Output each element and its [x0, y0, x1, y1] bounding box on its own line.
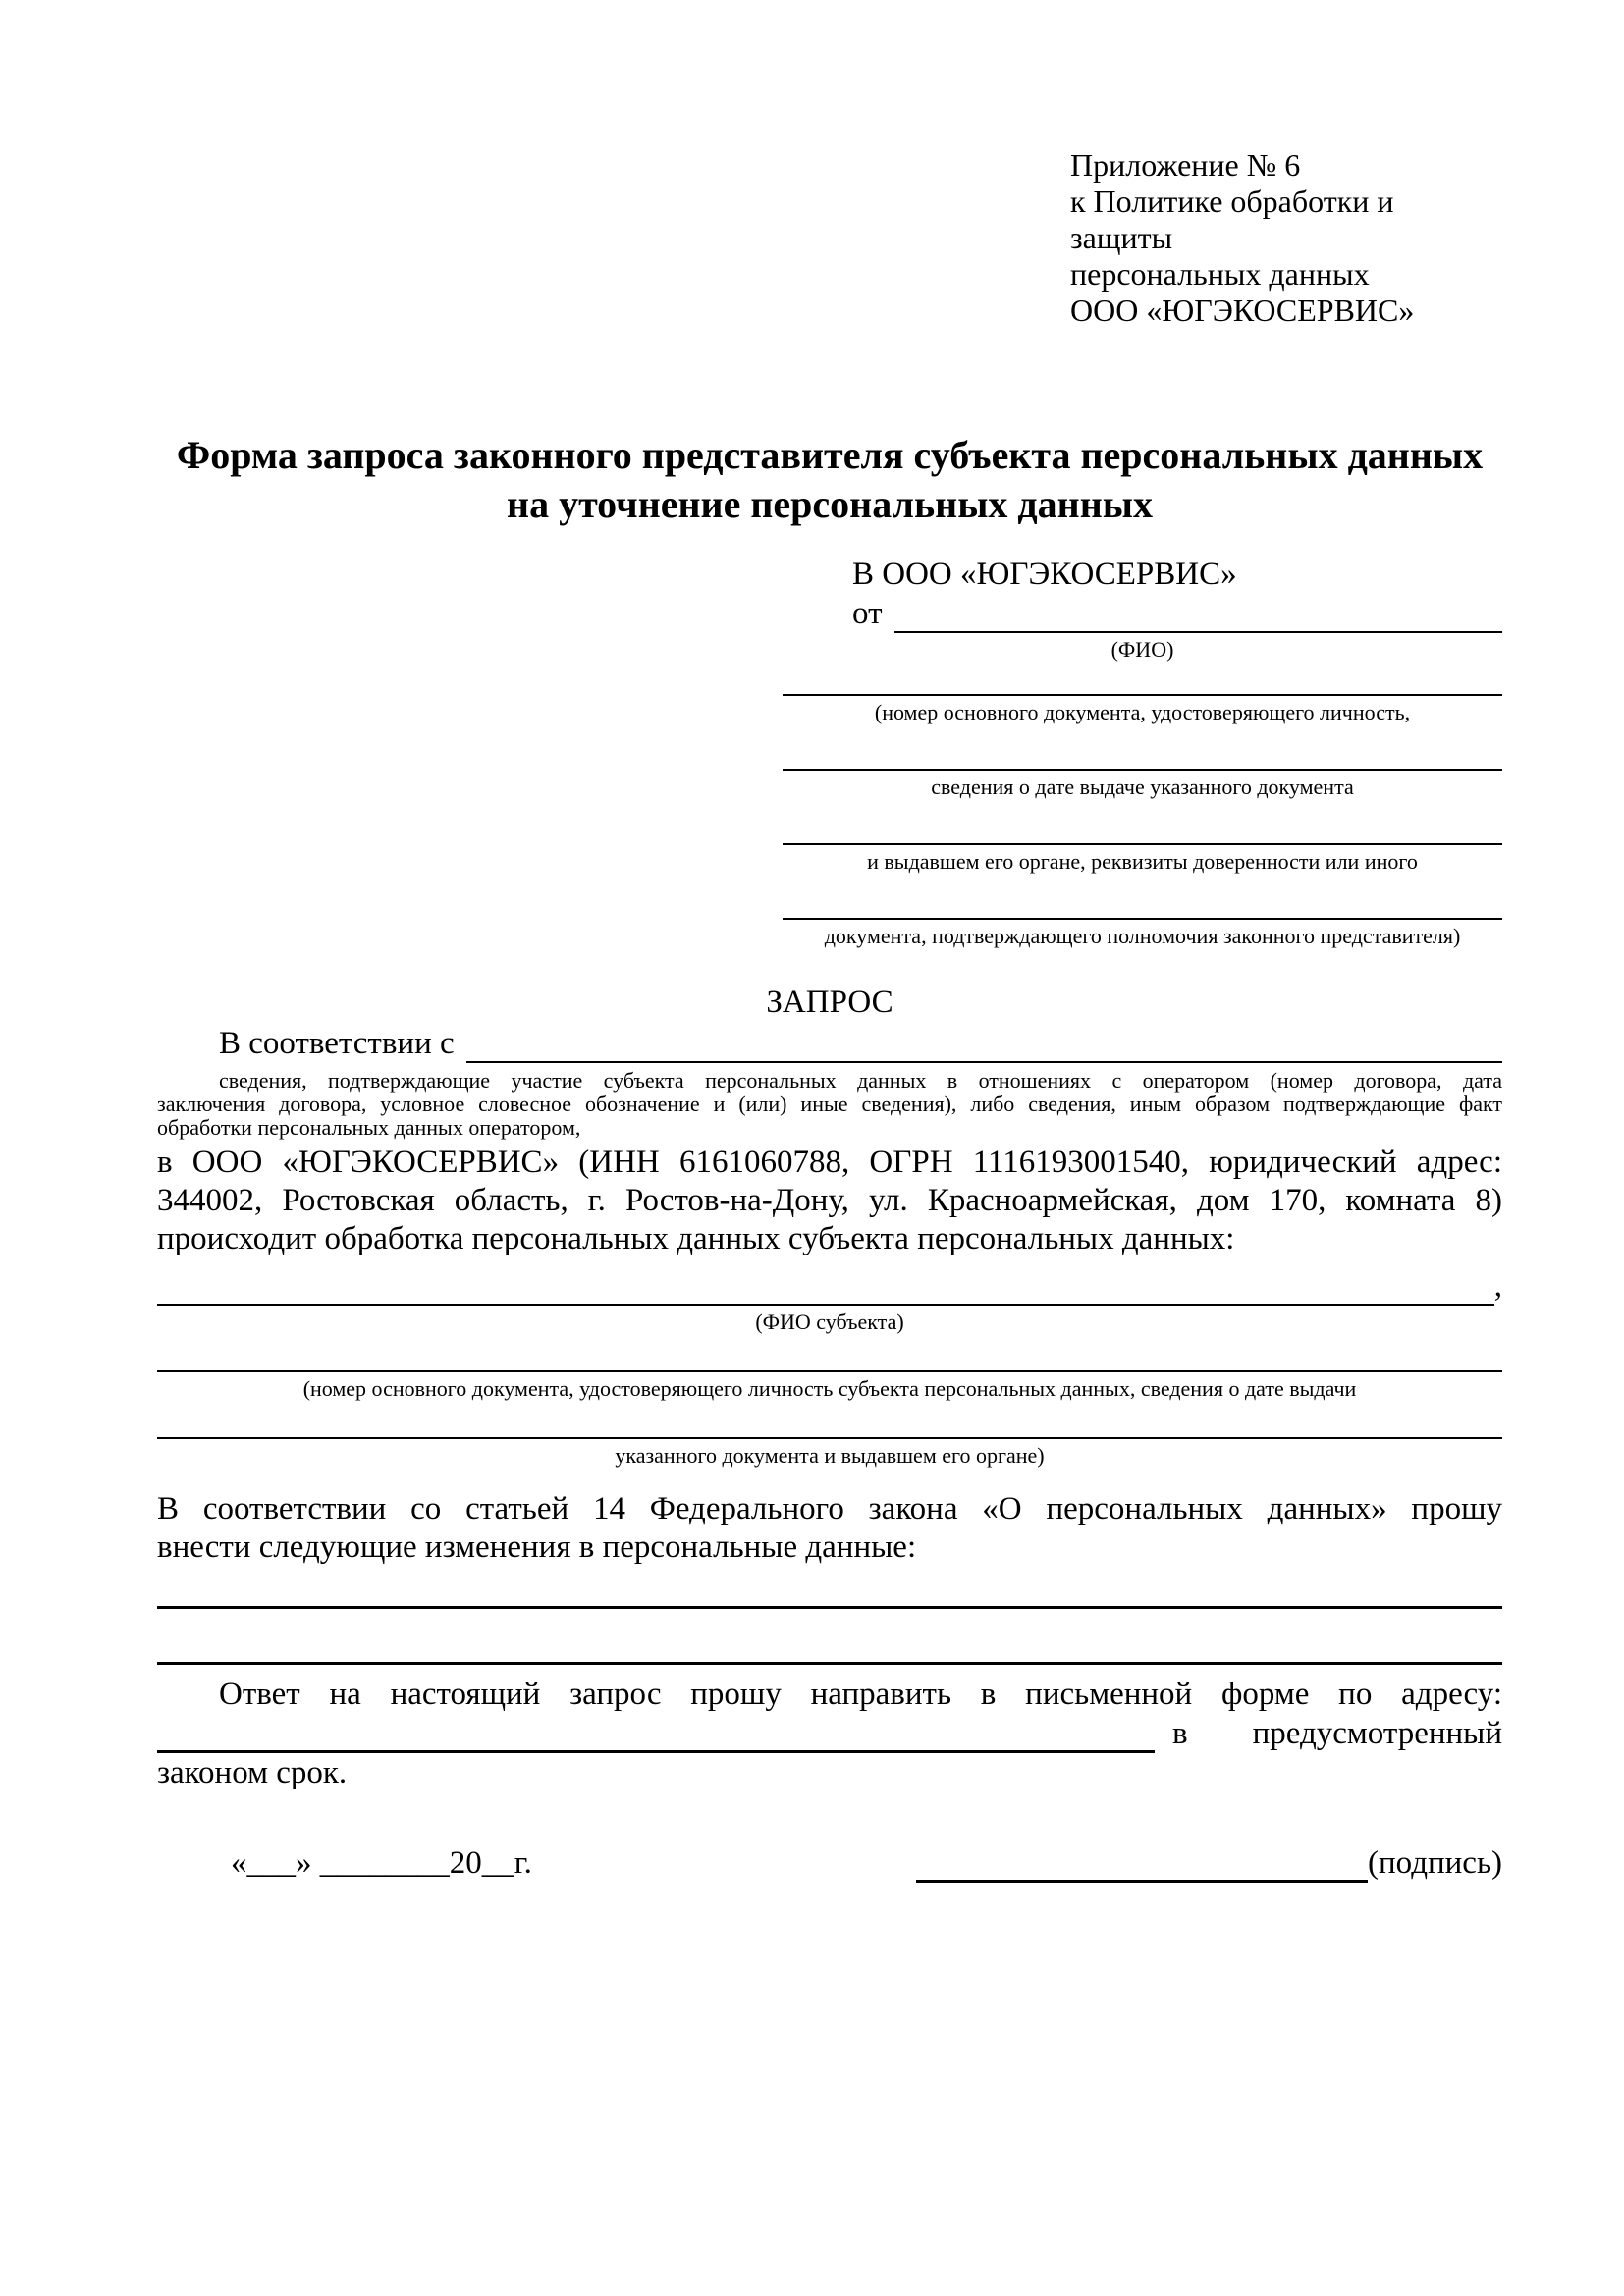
from-fill-line [894, 598, 1503, 633]
caption-subject-authority: указанного документа и выдавшем его органе) [615, 1443, 1045, 1468]
intro-label: В соответствии с [219, 1026, 455, 1061]
reply-word-v: в [1172, 1716, 1188, 1751]
caption-document-number: (номер основного документа, удостоверяющего личность, [874, 700, 1411, 724]
fill-line-issue-date [783, 769, 1502, 771]
law-paragraph: В соответствии со статьей 14 Федерального закона «О персональных данных» прошу внести следующие изменения в персональные данные: [157, 1491, 1502, 1565]
from-label: от [852, 596, 883, 631]
subject-document-fill-line [157, 1370, 1502, 1372]
caption-subject-fio: (ФИО субъекта) [755, 1309, 904, 1334]
appendix-block: Приложение № 6 к Политике обработки и защиты персональных данных ООО «ЮГЭКОСЕРВИС» [1070, 147, 1415, 328]
fill-line-authority-document [783, 918, 1502, 920]
intro-row [157, 1024, 1502, 1063]
address-fill-line [157, 1721, 1155, 1753]
subject-authority-fill-line [157, 1437, 1502, 1439]
caption-authority-document: документа, подтверждающего полномочия законного представителя) [824, 924, 1461, 948]
fine-print: сведения, подтверждающие участие субъекта персональных данных в отношениях с оператором (номер договора, дата заключения договора, условное словесное обозначение и (или) иные сведения), либо сведения, иным образом подтверждающие факт обработки персональных данных оператором, [157, 1068, 1502, 1140]
from-row [783, 594, 1502, 633]
signature-caption: (подпись) [1368, 1845, 1502, 1881]
signature-fill-line [916, 1850, 1368, 1883]
date-line: «___» ________20__г. [231, 1845, 532, 1881]
subject-fio-row [157, 1266, 1502, 1306]
reply-closing: законом срок. [157, 1755, 348, 1790]
caption-subject-document: (номер основного документа, удостоверяющего личность субъекта персональных данных, сведения о дате выдачи [302, 1376, 1357, 1401]
caption-issuing-authority: и выдавшем его органе, реквизиты доверенности или иного [867, 849, 1418, 874]
footer-row [157, 1843, 1502, 1883]
fill-line-document-number [783, 694, 1502, 696]
changes-fill-line-1 [157, 1606, 1502, 1609]
reply-paragraph [157, 1675, 1502, 1792]
reply-first-line: Ответ на настоящий запрос прошу направить в письменной форме по адресу: [219, 1677, 1502, 1712]
subject-fio-fill-line [157, 1272, 1494, 1306]
changes-fill-line-2 [157, 1662, 1502, 1665]
operator-paragraph: в ООО «ЮГЭКОСЕРВИС» (ИНН 6161060788, ОГРН 1116193001540, юридический адрес: 344002, Ростовская область, г. Ростов-на-Дону, ул. Красноармейская, дом 170, комната 8) происходит обработка персональных данных субъекта персональных данных: [157, 1145, 1502, 1256]
form-title: Форма запроса законного представителя субъекта персональных данных на уточнение персональных данных [176, 433, 1484, 526]
trailing-comma: , [1493, 1268, 1502, 1304]
signature-block [916, 1843, 1502, 1883]
request-heading: ЗАПРОС [766, 985, 893, 1020]
intro-fill-line [466, 1028, 1502, 1063]
caption-issue-date: сведения о дате выдаче указанного документа [931, 774, 1354, 799]
recipient-organization: В ООО «ЮГЭКОСЕРВИС» [852, 557, 1237, 592]
reply-address-row [157, 1714, 1502, 1753]
recipient-block [783, 555, 1502, 949]
caption-fio: (ФИО) [1110, 637, 1174, 662]
fill-line-issuing-authority [783, 843, 1502, 845]
reply-word-predusmotrenny: предусмотренный [1252, 1716, 1502, 1751]
